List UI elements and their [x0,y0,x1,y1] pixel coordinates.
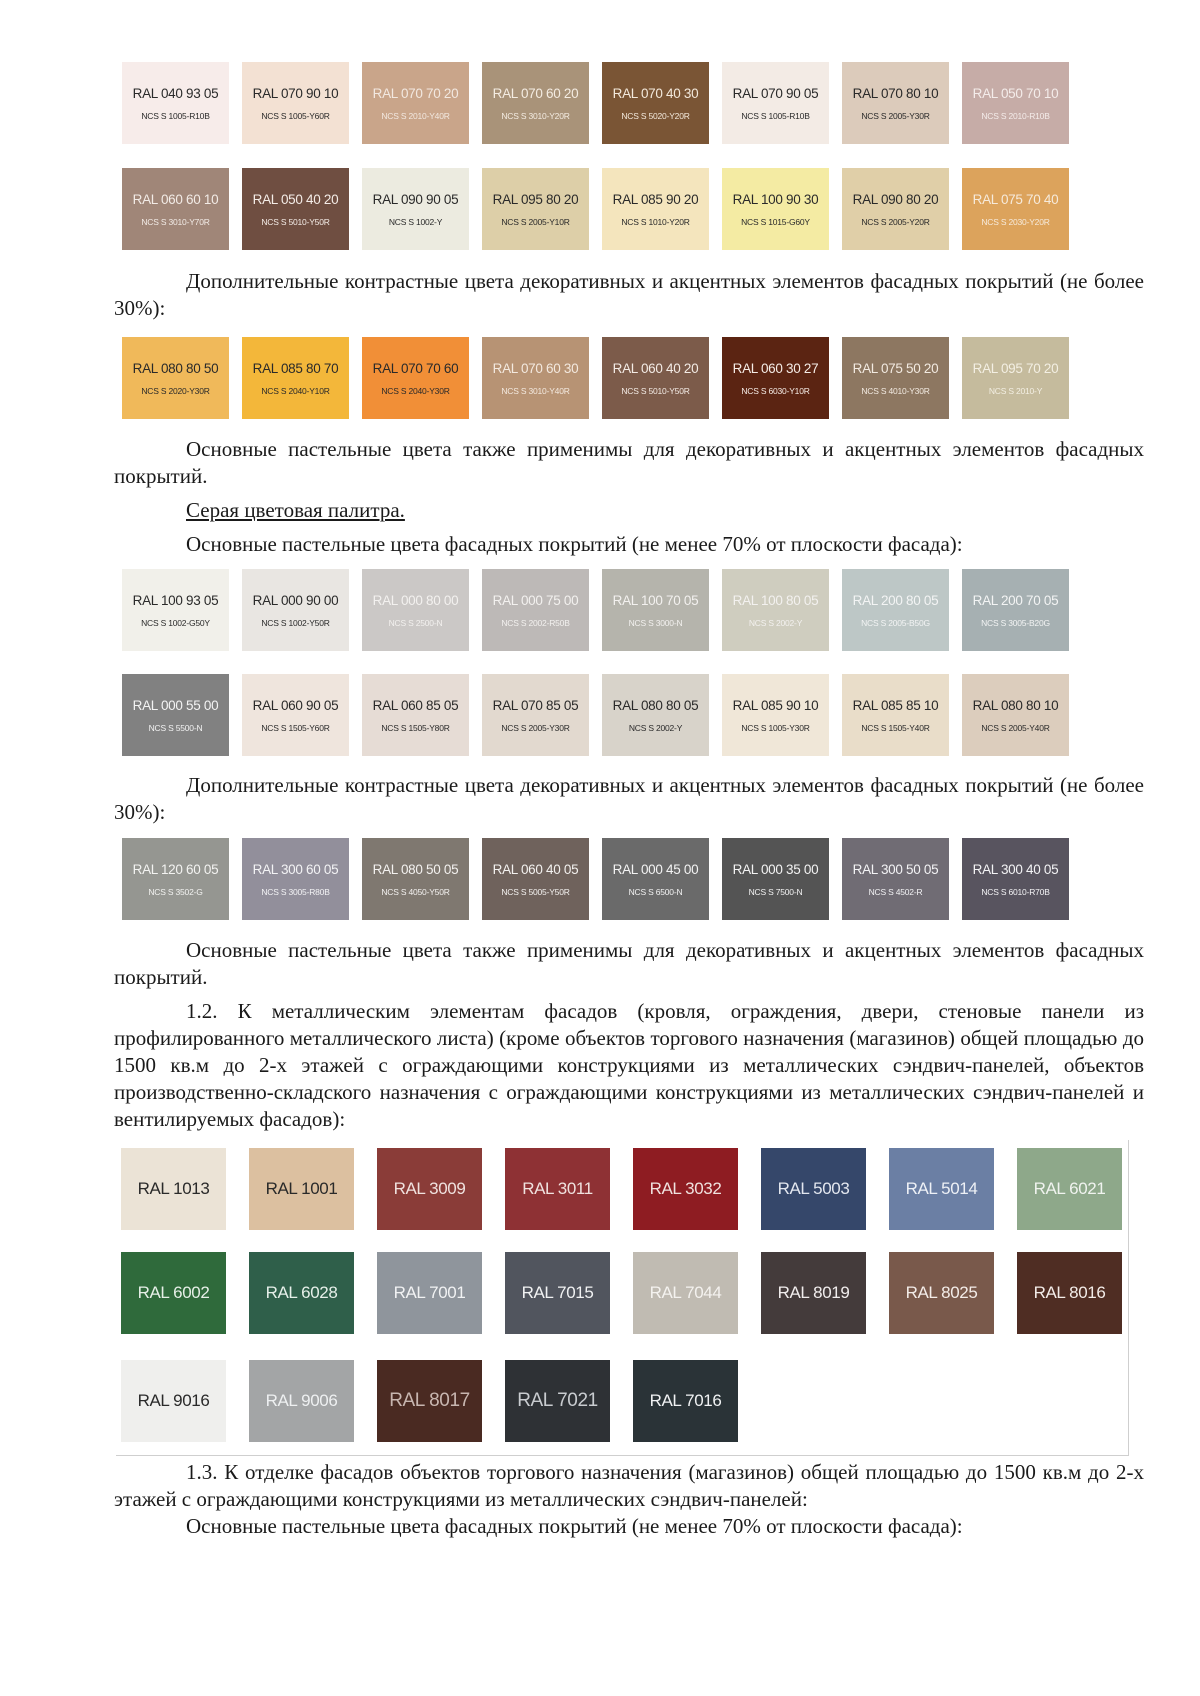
color-swatch [842,168,949,250]
paragraph-pastel-applicable: Основные пастельные цвета также применимы для декоративных и акцентных элементов фасадных покрытий. [114,437,1144,488]
color-swatch [602,168,709,250]
ral-code: RAL 070 80 10 [852,85,939,101]
ncs-code: NCS S 5020-Y20R [621,110,690,121]
ncs-code: NCS S 6010-R70B [981,886,1050,897]
ncs-code: NCS S 1005-R10B [141,110,210,121]
ncs-code: NCS S 5010-Y50R [621,385,690,396]
color-swatch [482,62,589,144]
ncs-code: NCS S 2005-B50G [861,617,930,628]
ncs-code: NCS S 2005-Y20R [861,216,930,227]
ral-code: RAL 070 90 10 [252,85,339,101]
color-swatch [362,838,469,920]
ral-code: RAL 085 85 10 [852,697,939,713]
metal-color-swatch: RAL 3011 [505,1148,610,1230]
ral-code: RAL 060 40 05 [492,861,579,877]
ral-code: RAL 200 80 05 [852,592,939,608]
color-swatch [602,337,709,419]
ncs-code: NCS S 3502-G [148,886,203,897]
color-swatch [362,62,469,144]
ncs-code: NCS S 2040-Y10R [261,385,330,396]
ncs-code: NCS S 1005-Y60R [261,110,330,121]
ncs-code: NCS S 2005-Y40R [981,722,1050,733]
color-swatch [362,569,469,651]
color-swatch [482,337,589,419]
ncs-code: NCS S 2500-N [388,617,443,628]
ncs-code: NCS S 1002-Y50R [261,617,330,628]
ncs-code: NCS S 1010-Y20R [621,216,690,227]
ral-code: RAL 085 80 70 [252,360,339,376]
metal-row-1 [121,1148,1122,1230]
ncs-code: NCS S 2005-Y30R [861,110,930,121]
ral-code: RAL 000 35 00 [732,861,819,877]
ncs-code: NCS S 4502-R [868,886,923,897]
ncs-code: NCS S 2010-Y40R [381,110,450,121]
color-swatch [122,337,229,419]
section-heading-gray-palette: Серая цветовая палитра. [186,498,405,522]
metal-color-swatch: RAL 7001 [377,1252,482,1334]
ral-code: RAL 085 90 20 [612,191,699,207]
ncs-code: NCS S 3005-B20G [981,617,1050,628]
ncs-code: NCS S 1005-Y30R [741,722,810,733]
color-swatch [962,168,1069,250]
metal-color-swatch: RAL 5014 [889,1148,994,1230]
ncs-code: NCS S 3010-Y40R [501,385,570,396]
metal-color-swatch: RAL 6021 [1017,1148,1122,1230]
color-swatch [602,674,709,756]
color-swatch [482,168,589,250]
color-swatch [122,569,229,651]
ral-code: RAL 100 70 05 [612,592,699,608]
ral-code: RAL 120 60 05 [132,861,219,877]
color-swatch [482,674,589,756]
color-swatch [122,674,229,756]
color-swatch [722,838,829,920]
metal-color-swatch: RAL 6028 [249,1252,354,1334]
metal-color-swatch: RAL 9016 [121,1360,226,1442]
color-swatch [482,569,589,651]
color-swatch [122,62,229,144]
metal-row-2 [121,1252,1122,1334]
ral-code: RAL 060 30 27 [732,360,819,376]
color-swatch [962,569,1069,651]
ral-code: RAL 300 50 05 [852,861,939,877]
ral-code: RAL 080 80 50 [132,360,219,376]
ncs-code: NCS S 2030-Y20R [981,216,1050,227]
metal-color-swatch: RAL 6002 [121,1252,226,1334]
color-swatch [362,674,469,756]
ncs-code: NCS S 5500-N [148,722,203,733]
ncs-code: NCS S 5010-Y50R [261,216,330,227]
ncs-code: NCS S 2002-Y [748,617,803,628]
color-swatch [242,62,349,144]
ncs-code: NCS S 1005-R10B [741,110,810,121]
color-swatch [122,168,229,250]
ral-code: RAL 060 90 05 [252,697,339,713]
ncs-code: NCS S 6500-N [628,886,683,897]
color-swatch [722,62,829,144]
ral-code: RAL 075 70 40 [972,191,1059,207]
ral-code: RAL 070 60 20 [492,85,579,101]
color-swatch [962,838,1069,920]
swatch-row-6 [122,838,1069,920]
swatch-row-2 [122,168,1069,250]
metal-color-swatch: RAL 8016 [1017,1252,1122,1334]
color-swatch [842,337,949,419]
ral-code: RAL 200 70 05 [972,592,1059,608]
ral-code: RAL 000 90 00 [252,592,339,608]
color-swatch [842,569,949,651]
ral-code: RAL 000 75 00 [492,592,579,608]
ncs-code: NCS S 7500-N [748,886,803,897]
ral-code: RAL 080 50 05 [372,861,459,877]
ral-code: RAL 000 55 00 [132,697,219,713]
paragraph-pastel-applicable-gray: Основные пастельные цвета также применимы для декоративных и акцентных элементов фасадных покрытий. [114,938,1144,989]
ral-code: RAL 100 93 05 [132,592,219,608]
ncs-code: NCS S 1002-Y [388,216,443,227]
ral-code: RAL 075 50 20 [852,360,939,376]
ral-code: RAL 085 90 10 [732,697,819,713]
color-swatch [242,337,349,419]
ral-code: RAL 080 80 05 [612,697,699,713]
ncs-code: NCS S 2020-Y30R [141,385,210,396]
ral-code: RAL 050 40 20 [252,191,339,207]
ncs-code: NCS S 4050-Y50R [381,886,450,897]
ral-code: RAL 080 80 10 [972,697,1059,713]
ncs-code: NCS S 3010-Y70R [141,216,210,227]
ncs-code: NCS S 1505-Y80R [381,722,450,733]
ral-code: RAL 070 70 20 [372,85,459,101]
paragraph-pastel-main: Основные пастельные цвета фасадных покрытий (не менее 70% от плоскости фасада): [186,532,963,556]
ncs-code: NCS S 3000-N [628,617,683,628]
paragraph-accent-colors-gray: Дополнительные контрастные цвета декоративных и акцентных элементов фасадных покрытий (не более 30%): [114,773,1144,824]
ral-code: RAL 060 85 05 [372,697,459,713]
color-swatch [362,168,469,250]
metal-row-3 [121,1360,738,1442]
ncs-code: NCS S 2005-Y10R [501,216,570,227]
color-swatch [122,838,229,920]
color-swatch [242,674,349,756]
color-swatch [362,337,469,419]
metal-color-swatch: RAL 1013 [121,1148,226,1230]
metal-color-swatch: RAL 3009 [377,1148,482,1230]
metal-color-swatch: RAL 5003 [761,1148,866,1230]
ncs-code: NCS S 1505-Y40R [861,722,930,733]
ncs-code: NCS S 2005-Y30R [501,722,570,733]
metal-color-swatch: RAL 8025 [889,1252,994,1334]
ncs-code: NCS S 2002-Y [628,722,683,733]
ral-code: RAL 070 90 05 [732,85,819,101]
ral-code: RAL 000 45 00 [612,861,699,877]
color-swatch [602,569,709,651]
ral-code: RAL 040 93 05 [132,85,219,101]
ncs-code: NCS S 3010-Y20R [501,110,570,121]
color-swatch [602,838,709,920]
color-swatch [962,674,1069,756]
ral-code: RAL 060 60 10 [132,191,219,207]
metal-color-swatch: RAL 7044 [633,1252,738,1334]
color-swatch [242,569,349,651]
color-swatch [242,168,349,250]
metal-color-swatch: RAL 3032 [633,1148,738,1230]
ncs-code: NCS S 2010-R10B [981,110,1050,121]
metal-color-swatch: RAL 9006 [249,1360,354,1442]
ncs-code: NCS S 1505-Y60R [261,722,330,733]
ral-code: RAL 300 60 05 [252,861,339,877]
ncs-code: NCS S 2010-Y [988,385,1043,396]
color-swatch [482,838,589,920]
ncs-code: NCS S 6030-Y10R [741,385,810,396]
metal-color-swatch: RAL 1001 [249,1148,354,1230]
paragraph-accent-colors: Дополнительные контрастные цвета декоративных и акцентных элементов фасадных покрытий (не более 30%): [114,269,1144,320]
ncs-code: NCS S 4010-Y30R [861,385,930,396]
ncs-code: NCS S 2040-Y30R [381,385,450,396]
ral-code: RAL 070 85 05 [492,697,579,713]
ral-code: RAL 050 70 10 [972,85,1059,101]
color-swatch [722,674,829,756]
color-swatch [722,569,829,651]
paragraph-pastel-main-trade: Основные пастельные цвета фасадных покрытий (не менее 70% от плоскости фасада): [186,1514,963,1538]
color-swatch [602,62,709,144]
ral-code: RAL 300 40 05 [972,861,1059,877]
color-swatch [842,62,949,144]
ncs-code: NCS S 1015-G60Y [741,216,810,227]
paragraph-section-1-3: 1.3. К отделке фасадов объектов торгового назначения (магазинов) общей площадью до 1500 кв.м до 2-х этажей с ограждающими конструкциями из металлических сэндвич-панелей: [114,1460,1144,1511]
ral-code: RAL 060 40 20 [612,360,699,376]
ncs-code: NCS S 3005-R80B [261,886,330,897]
color-swatch [242,838,349,920]
color-swatch [842,838,949,920]
metal-color-swatch: RAL 7015 [505,1252,610,1334]
color-swatch [962,62,1069,144]
ral-code: RAL 000 80 00 [372,592,459,608]
metal-color-swatch: RAL 7021 [505,1360,610,1442]
ral-code: RAL 100 80 05 [732,592,819,608]
metal-color-swatch: RAL 8017 [377,1360,482,1442]
color-swatch [722,168,829,250]
swatch-row-4 [122,569,1069,651]
ral-code: RAL 095 70 20 [972,360,1059,376]
color-swatch [842,674,949,756]
color-swatch [722,337,829,419]
swatch-row-1 [122,62,1069,144]
ral-code: RAL 070 60 30 [492,360,579,376]
paragraph-section-1-2: 1.2. К металлическим элементам фасадов (кровля, ограждения, двери, стеновые панели из профилированного металлического листа) (кроме объектов торгового назначения (магазинов) общей площадью до 1500 кв.м до 2-х этажей с ограждающими конструкциями из металлических сэндвич-панелей, объектов производственно-складского назначения с ограждающими конструкциями из металлических сэндвич-панелей и вентилируемых фасадов): [114,999,1144,1131]
metal-color-swatch: RAL 8019 [761,1252,866,1334]
ncs-code: NCS S 2002-R50B [501,617,570,628]
color-swatch [962,337,1069,419]
ral-code: RAL 070 70 60 [372,360,459,376]
ral-code: RAL 095 80 20 [492,191,579,207]
swatch-row-3 [122,337,1069,419]
metal-color-palette [116,1140,1129,1456]
ral-code: RAL 100 90 30 [732,191,819,207]
ral-code: RAL 090 80 20 [852,191,939,207]
ral-code: RAL 070 40 30 [612,85,699,101]
metal-color-swatch: RAL 7016 [633,1360,738,1442]
ncs-code: NCS S 5005-Y50R [501,886,570,897]
ncs-code: NCS S 1002-G50Y [141,617,210,628]
swatch-row-5 [122,674,1069,756]
ral-code: RAL 090 90 05 [372,191,459,207]
